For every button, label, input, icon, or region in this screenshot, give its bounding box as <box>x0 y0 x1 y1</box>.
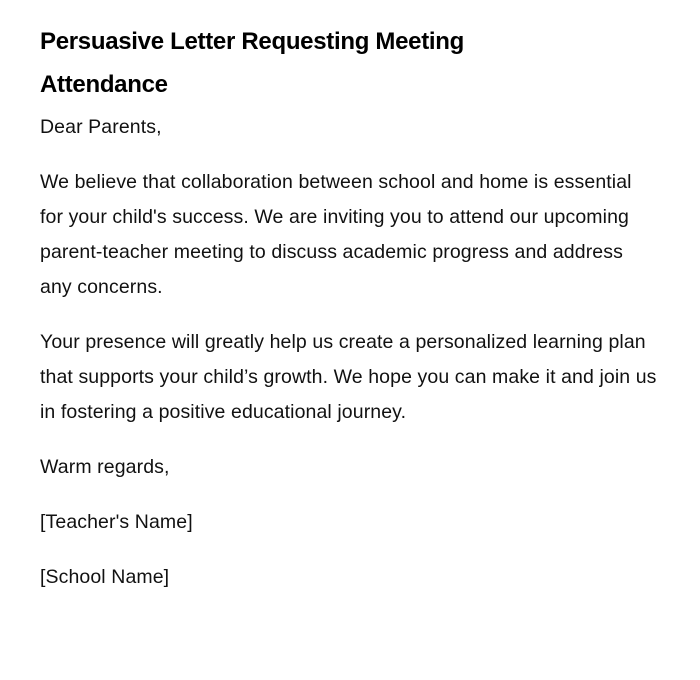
body-paragraph-1: We believe that collaboration between school and home is essential for your child's success. We are inviting you to attend our upcoming parent-teacher meeting to discuss academic progress and address any concerns. <box>40 171 632 298</box>
body-paragraph-2: Your presence will greatly help us create a personalized learning plan that supports your child’s growth. We hope you can make it and join us in fostering a positive educational journey. <box>40 331 657 423</box>
closing: Warm regards, <box>40 456 170 478</box>
signature-teacher-name: [Teacher's Name] <box>40 511 193 533</box>
signature-school-name: [School Name] <box>40 566 170 588</box>
salutation: Dear Parents, <box>40 116 162 138</box>
letter-title: Persuasive Letter Requesting Meeting Attendance <box>40 28 464 98</box>
